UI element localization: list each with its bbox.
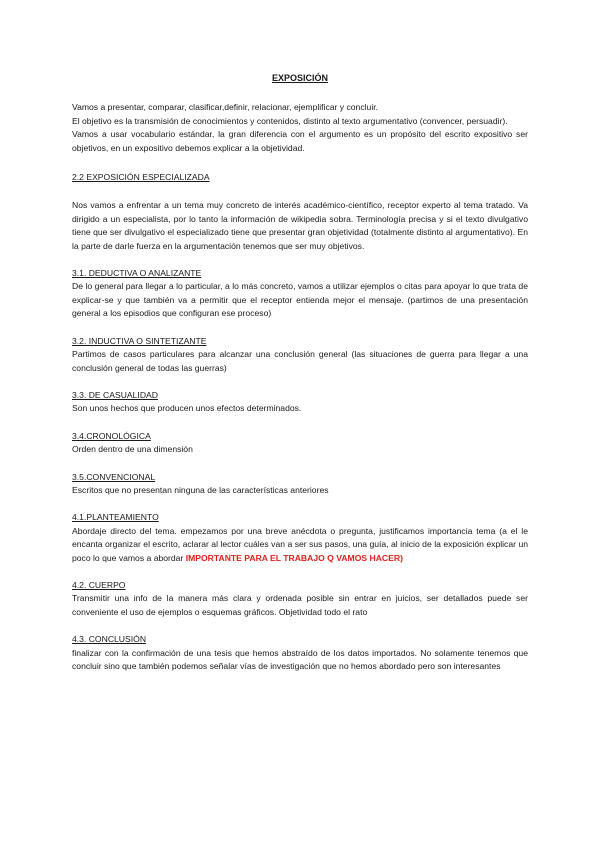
section-heading: 3.1. DEDUCTIVA O ANALIZANTE xyxy=(72,268,202,279)
section-text: Escritos que no presentan ninguna de las características anteriores xyxy=(72,484,329,495)
section-cronologica xyxy=(72,430,528,457)
section-cuerpo xyxy=(72,579,528,619)
section-text: Partimos de casos particulares para alcanzar una conclusión general (las situaciones de guerra para llegar a una conclusión general de todas las guerras) xyxy=(72,349,528,373)
section-heading: 2.2 EXPOSICIÓN ESPECIALIZADA xyxy=(72,172,210,183)
section-text: Nos vamos a enfrentar a un tema muy concreto de interés académico-científico, receptor experto al tema tratado. Va dirigido a un especialista, por lo tanto la información de wikipedia sobra. Terminología precisa y si el texto divulgativo tiene que ser divulgativo el especializado tiene que presentar gran objetividad (totalmente distinto al argumentativo). En la parte de darle fuerza en la argumentación tenemos que ser muy objetivos. xyxy=(72,200,528,251)
section-heading: 3.4.CRONOLÓGICA xyxy=(72,430,151,441)
intro-block xyxy=(72,101,528,155)
intro-line: El objetivo es la transmisión de conocimientos y contenidos, distinto al texto argumentativo (convencer, persuadir). xyxy=(72,115,508,126)
section-text: Transmitir una info de la manera más clara y ordenada posible sin entrar en juicios, ser detallados puede ser conveniente el uso de ejemplos o esquemas gráficos. Objetividad todo el rato xyxy=(72,593,528,617)
section-heading: 4.3. CONCLUSIÓN xyxy=(72,634,147,645)
highlight-note: IMPORTANTE PARA EL TRABAJO Q VAMOS HACER) xyxy=(185,552,403,563)
section-heading: 4.1.PLANTEAMIENTO xyxy=(72,512,159,523)
section-casualidad xyxy=(72,389,528,416)
section-especializada xyxy=(72,171,528,253)
section-heading: 3.2. INDUCTIVA O SINTETIZANTE xyxy=(72,335,207,346)
section-conclusion xyxy=(72,633,528,673)
intro-line: Vamos a presentar, comparar, clasificar,definir, relacionar, ejemplificar y concluir. xyxy=(72,102,379,113)
section-text: Son unos hechos que producen unos efectos determinados. xyxy=(72,403,302,414)
section-inductiva xyxy=(72,335,528,375)
section-text: finalizar con la confirmación de una tesis que hemos abstraído de los datos importados. No solamente tenemos que concluir sino que también podemos señalar vías de investigación que no hemos abordado pero son interesantes xyxy=(72,647,528,671)
section-text xyxy=(72,525,528,565)
section-text: Orden dentro de una dimensión xyxy=(72,444,193,455)
section-heading: 3.5.CONVENCIONAL xyxy=(72,471,156,482)
section-planteamiento xyxy=(72,511,528,565)
section-text-body: Abordaje directo del tema. empezamos por una breve anécdota o pregunta, justificamos importancia tema (a el le encanta organizar el escrito, aclarar al lector cuáles van a ser sus pasos, una guía, al inicio de la exposición explicar un poco lo que vamos a abordar xyxy=(72,525,528,563)
section-text: De lo general para llegar a lo particular, a lo más concreto, vamos a utilizar ejemplos o citas para apoyar lo que trata de explicar-se y que también va a permitir que el receptor entienda mejor el mensaje. (partimos de una presentación general a los episodios que configuran ese proceso) xyxy=(72,281,528,319)
section-deductiva xyxy=(72,267,528,321)
document-title: EXPOSICIÓN xyxy=(271,73,328,83)
section-convencional xyxy=(72,471,528,498)
section-heading: 4.2. CUERPO xyxy=(72,579,126,590)
intro-line: Vamos a usar vocabulario estándar, la gran diferencia con el argumento es un propósito del escrito expositivo ser objetivos, en un expositivo debemos explicar a la objetividad. xyxy=(72,129,528,153)
section-heading: 3.3. DE CASUALIDAD xyxy=(72,389,158,400)
